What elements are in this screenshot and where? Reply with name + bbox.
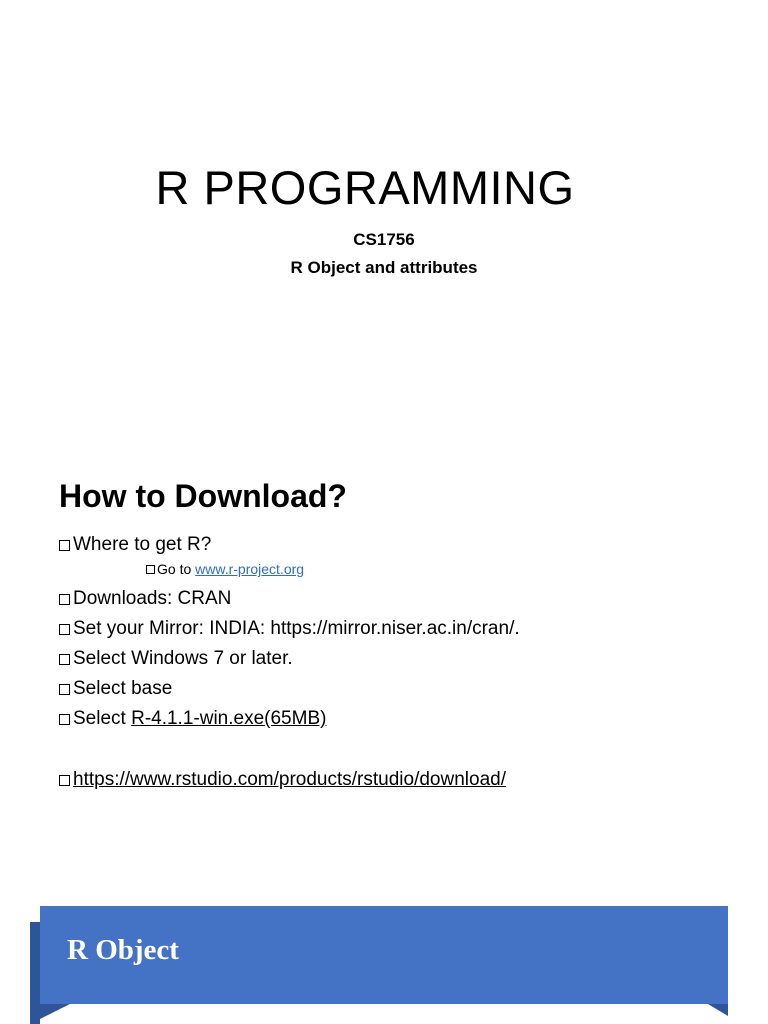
checkbox-bullet-icon — [146, 565, 155, 574]
list-item: Select R-4.1.1-win.exe(65MB) — [59, 708, 326, 730]
list-item — [59, 769, 506, 791]
checkbox-bullet-icon — [59, 654, 70, 665]
checkbox-bullet-icon — [59, 624, 70, 635]
course-code: CS1756 — [353, 230, 415, 249]
checkbox-bullet-icon — [59, 594, 70, 605]
checkbox-bullet-icon — [59, 775, 70, 786]
slide-subtitle: R Object and attributes — [290, 258, 478, 277]
list-item: Downloads: CRAN — [59, 588, 231, 610]
checkbox-bullet-icon — [59, 540, 70, 551]
checkbox-bullet-icon — [59, 684, 70, 695]
section-heading: How to Download? — [59, 478, 347, 514]
slide-title: R PROGRAMMING — [155, 161, 575, 214]
list-item: Set your Mirror: INDIA: https://mirror.niser.ac.in/cran/. — [59, 618, 520, 640]
list-item: Go to www.r-project.org — [146, 561, 304, 577]
list-item: Select Windows 7 or later. — [59, 648, 293, 670]
checkbox-bullet-icon — [59, 714, 70, 725]
banner-fold-right — [708, 1004, 728, 1016]
list-item: Where to get R? — [59, 534, 211, 556]
banner-fold-left-tail — [30, 1004, 70, 1024]
r-project-link[interactable]: www.r-project.org — [195, 561, 305, 577]
list-item: Select base — [59, 678, 172, 700]
banner-title: R Object — [67, 934, 179, 966]
rstudio-download-link[interactable]: https://www.rstudio.com/products/rstudio/download/ — [73, 769, 506, 790]
r-installer-link[interactable]: R-4.1.1-win.exe(65MB) — [131, 708, 327, 729]
